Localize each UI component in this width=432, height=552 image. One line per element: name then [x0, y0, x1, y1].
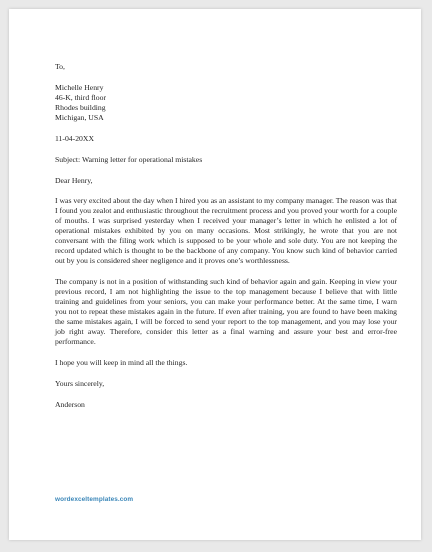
- letter-body: [55, 62, 397, 410]
- letter-subject: Subject: Warning letter for operational mistakes: [55, 155, 203, 164]
- address-line-1: 46-K, third floor: [55, 93, 107, 102]
- address-line-3: Michigan, USA: [55, 113, 104, 122]
- signature-name: Anderson: [55, 400, 85, 409]
- paragraph-2: The company is not in a position of withstanding such kind of behavior again and gain. Keeping in view your previous record, I am not highlighting the issue to the top management because I believe that with little training and guidelines from your seniors, you can make your performance better. At the same time, I warn you not to repeat these mistakes again in the future. If even after training, you are found to have been making the same mistakes again, I will be forced to send your report to the top management, and you may lose your job right away. Therefore, consider this letter as a final warning and assure your best and error-free performance.: [55, 277, 397, 346]
- address-line-2: Rhodes building: [55, 103, 106, 112]
- recipient-name: Michelle Henry: [55, 83, 104, 92]
- paragraph-3: I hope you will keep in mind all the things.: [55, 358, 188, 367]
- letter-date: 11-04-20XX: [55, 134, 95, 143]
- letter-page: [9, 9, 421, 540]
- salutation: Dear Henry,: [55, 176, 93, 185]
- recipient-address: [55, 83, 397, 123]
- closing: Yours sincerely,: [55, 379, 105, 388]
- website-link[interactable]: wordexceltemplates.com: [55, 496, 134, 503]
- paragraph-1: I was very excited about the day when I hired you as an assistant to my company manager. The reason was that I found you zealot and enthusiastic throughout the recruitment process and you proved your worth for a couple of mouths. I was surprised yesterday when I received your manager’s letter in which he enlisted a lot of operational mistakes exhibited by you on many occasions. Most strikingly, he wrote that you are not conversant with the filing work which is supposed to be your whole and sole duty. You are not keeping the record updated which is thought to be the backbone of any company. You know such kind of behavior carried out by you is considered sheer negligence and it proves one’s worthlessness.: [55, 196, 397, 265]
- to-line: To,: [55, 62, 65, 71]
